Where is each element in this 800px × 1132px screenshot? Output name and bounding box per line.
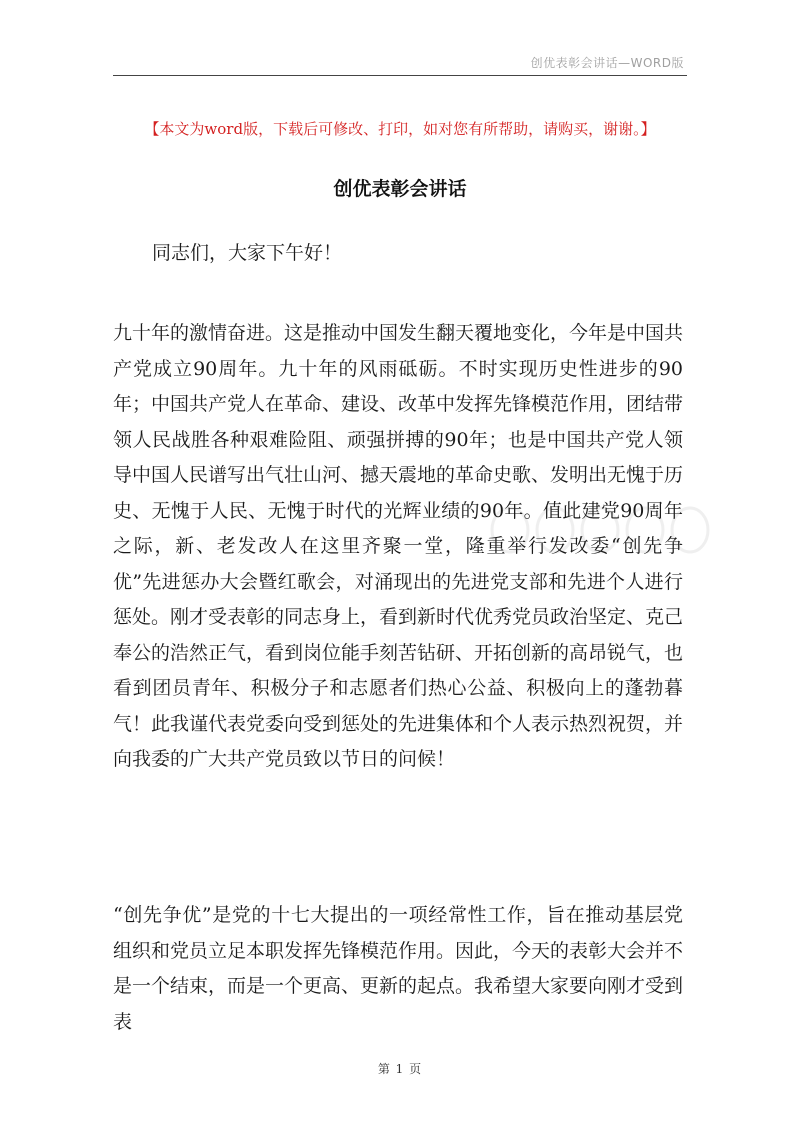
body-paragraph-2-text: “创先争优”是党的十七大提出的一项经常性工作，旨在推动基层党组织和党员立足本职发挥先锋模范作用。因此，今天的表彰大会并不是一个结束，而是一个更高、更新的起点。我希望大家要向刚才受到表 <box>113 904 683 1033</box>
greeting-line: 同志们，大家下午好！ <box>152 242 343 264</box>
download-notice: 【本文为word版，下载后可修改、打印，如对您有所帮助，请购买，谢谢。】 <box>144 120 656 138</box>
body-paragraph-1: 九十年的激情奋进。这是推动中国发生翻天覆地变化，今年是中国共产党成立90周年。九十年的风雨砥砺。不时实现历史性进步的90年；中国共产党人在革命、建设、改革中发挥先锋模范作用，团结带领人民战胜各种艰难险阻、顽强拼搏的90年；也是中国共产党人领导中国人民谱写出气壮山河、撼天震地的革命史歌、发明出无愧于历史、无愧于人民、无愧于时代的光辉业绩的90年。值此建党90周年之际，新、老发改人在这里齐聚一堂，隆重举行发改委“创先争优”先进惩办大会暨红歌会，对涌现出的先进党支部和先进个人进行惩处。刚才受表彰的同志身上，看到新时代优秀党员政治坚定、克己奉公的浩然正气，看到岗位能手刻苦钻研、开拓创新的高昂锐气，也看到团员青年、积极分子和志愿者们热心公益、积极向上的蓬勃暮气！此我谨代表党委向受到惩处的先进集体和个人表示热烈祝贺，并向我委的广大共产党员致以节日的问候！ <box>113 322 684 770</box>
header-divider <box>113 75 687 76</box>
body-paragraph-2 <box>113 898 683 1040</box>
page-number: 第 1 页 <box>377 1062 423 1076</box>
running-header: 创优表彰会讲话—WORD版 <box>530 56 684 70</box>
document-title: 创优表彰会讲话 <box>333 178 467 200</box>
